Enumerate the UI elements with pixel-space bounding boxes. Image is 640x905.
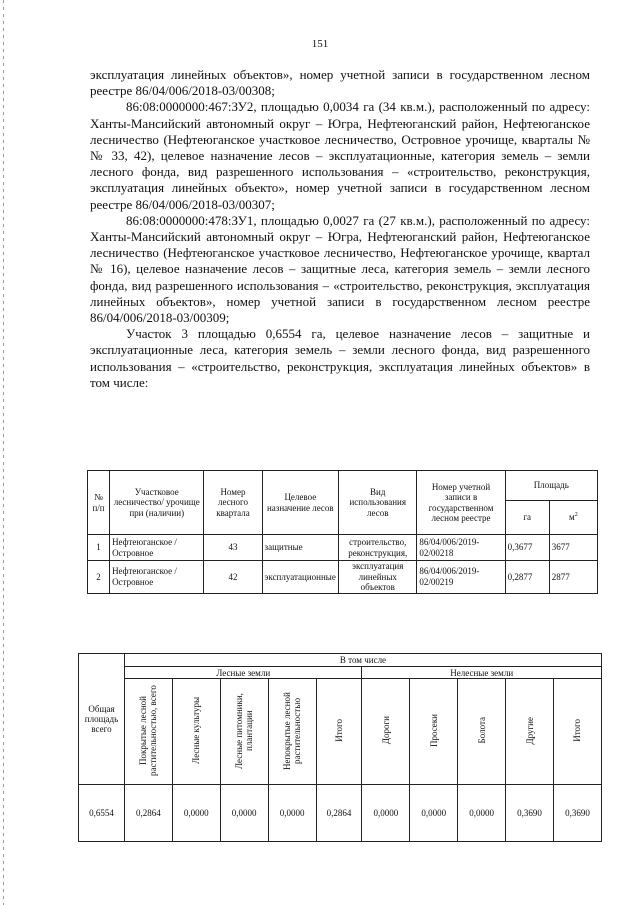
- header-nonforest-lands: Нелесные земли: [362, 667, 602, 679]
- header-forestry: Участковое лесничество/ урочище при (наличии): [110, 471, 204, 535]
- cell-total: 0,6554: [79, 785, 125, 842]
- header-total: Общая площадь всего: [79, 654, 125, 785]
- cell-use: строительство, реконструкция,: [339, 535, 417, 561]
- cell-other: 0,3690: [506, 785, 554, 842]
- cell-forest-total: 0,2864: [316, 785, 362, 842]
- cell-clearings: 0,0000: [410, 785, 458, 842]
- cell-ha: 0,2877: [505, 561, 549, 594]
- header-m2-sup: 2: [574, 512, 578, 519]
- cell-forestry: Нефтеюганское / Островное: [110, 535, 204, 561]
- header-quarter: Номер лесного квартала: [204, 471, 262, 535]
- header-use: Вид использования лесов: [339, 471, 417, 535]
- header-roads-text: Дороги: [380, 716, 391, 745]
- cell-purpose: эксплуатационные: [262, 561, 339, 594]
- header-m2-text: м: [569, 512, 575, 523]
- paragraph: 86:08:0000000:478:ЗУ1, площадью 0,0027 га (27 кв.м.), расположенный по адресу: Ханты-Мансийский автономный округ – Югра, Нефтеюганский район, Нефтеюганское лесничество (Нефтеюганское участковое лесничество, Нефтеюганское урочище, квартал № 16), целевое назначение лесов – защитные леса, категория земель – земли лесного фонда, вид разрешенного использования – «строительство, реконструкция, эксплуатация линейных объектов», номер учетной записи в государственном лесном реестре 86/04/006/2018-03/00309;: [90, 212, 590, 326]
- paragraph: эксплуатация линейных объектов», номер учетной записи в государственном лесном реестре 86/04/006/2018-03/00308;: [90, 67, 590, 99]
- page-number: 151: [311, 38, 329, 50]
- cell-forest-cultures: 0,0000: [172, 785, 220, 842]
- cell-ha: 0,3677: [505, 535, 549, 561]
- header-roads: [362, 679, 410, 785]
- paragraph: 86:08:0000000:467:ЗУ2, площадью 0,0034 га (34 кв.м.), расположенный по адресу: Ханты-Мансийский автономный округ – Югра, Нефтеюганский район, Нефтеюганское лесничество (Нефтеюганское участковое лесничество, Островное урочище, кварталы №№ 33, 42), целевое назначение лесов – эксплуатационные, категория земель – земли лесного фонда, вид разрешенного использования – «строительство, реконструкция, эксплуатация линейных объекто», номер учетной записи в государственном лесном реестре 86/04/006/2018-03/00307;: [90, 99, 590, 212]
- header-nonforest-total-text: Итого: [572, 719, 583, 742]
- header-forest-lands: Лесные земли: [124, 667, 361, 679]
- header-swamps-text: Болота: [476, 717, 487, 744]
- cell-use: эксплуатация линейных объектов: [339, 561, 417, 594]
- cell-m2: 2877: [549, 561, 597, 594]
- table-row: [79, 785, 602, 842]
- header-forest-total: [316, 679, 362, 785]
- cell-forest-nurseries: 0,0000: [220, 785, 268, 842]
- header-area: Площадь: [505, 471, 597, 501]
- cell-num: 1: [88, 535, 110, 561]
- header-forest-uncovered: [268, 679, 316, 785]
- header-purpose: Целевое назначение лесов: [262, 471, 339, 535]
- header-forest-cultures: [172, 679, 220, 785]
- header-forest-covered: [124, 679, 172, 785]
- cell-forest-covered: 0,2864: [124, 785, 172, 842]
- header-m2: [549, 501, 597, 535]
- table-row: [88, 535, 598, 561]
- header-including: В том числе: [124, 654, 601, 667]
- header-ha: га: [505, 501, 549, 535]
- cell-purpose: защитные: [262, 535, 339, 561]
- header-forest-covered-text: Покрытые лесной растительностью, всего: [138, 685, 159, 776]
- land-breakdown-table: [78, 653, 602, 842]
- cell-nonforest-total: 0,3690: [553, 785, 601, 842]
- header-forest-nurseries: [220, 679, 268, 785]
- cell-record: 86/04/006/2019-02/00219: [417, 561, 505, 594]
- header-other: [506, 679, 554, 785]
- cell-swamps: 0,0000: [458, 785, 506, 842]
- header-num: № п/п: [88, 471, 110, 535]
- header-nonforest-total: [553, 679, 601, 785]
- paragraph: Участок 3 площадью 0,6554 га, целевое назначение лесов – защитные и эксплуатационные леса, категория земель – земли лесного фонда, вид разрешенного использования – «строительство, реконструкция, эксплуатация линейных объектов» в том числе:: [90, 326, 590, 390]
- cell-roads: 0,0000: [362, 785, 410, 842]
- document-body: [90, 67, 590, 391]
- cell-num: 2: [88, 561, 110, 594]
- table-row: [88, 561, 598, 594]
- header-other-text: Другие: [524, 716, 535, 745]
- header-forest-cultures-text: Лесные культуры: [191, 697, 202, 764]
- cell-m2: 3677: [549, 535, 597, 561]
- cell-forest-uncovered: 0,0000: [268, 785, 316, 842]
- header-clearings: [410, 679, 458, 785]
- cell-record: 86/04/006/2019-02/00218: [417, 535, 505, 561]
- header-swamps: [458, 679, 506, 785]
- header-forest-uncovered-text: Непокрытые лесной растительностью: [282, 691, 303, 770]
- scan-edge: [3, 0, 4, 905]
- header-clearings-text: Просеки: [428, 713, 439, 747]
- header-forest-nurseries-text: Лесные питомники, плантации: [234, 692, 255, 769]
- cell-forestry: Нефтеюганское / Островное: [110, 561, 204, 594]
- plots-table: [87, 470, 598, 594]
- header-forest-total-text: Итого: [333, 719, 344, 742]
- header-record: Номер учетной записи в государственном лесном реестре: [417, 471, 505, 535]
- cell-quarter: 42: [204, 561, 262, 594]
- cell-quarter: 43: [204, 535, 262, 561]
